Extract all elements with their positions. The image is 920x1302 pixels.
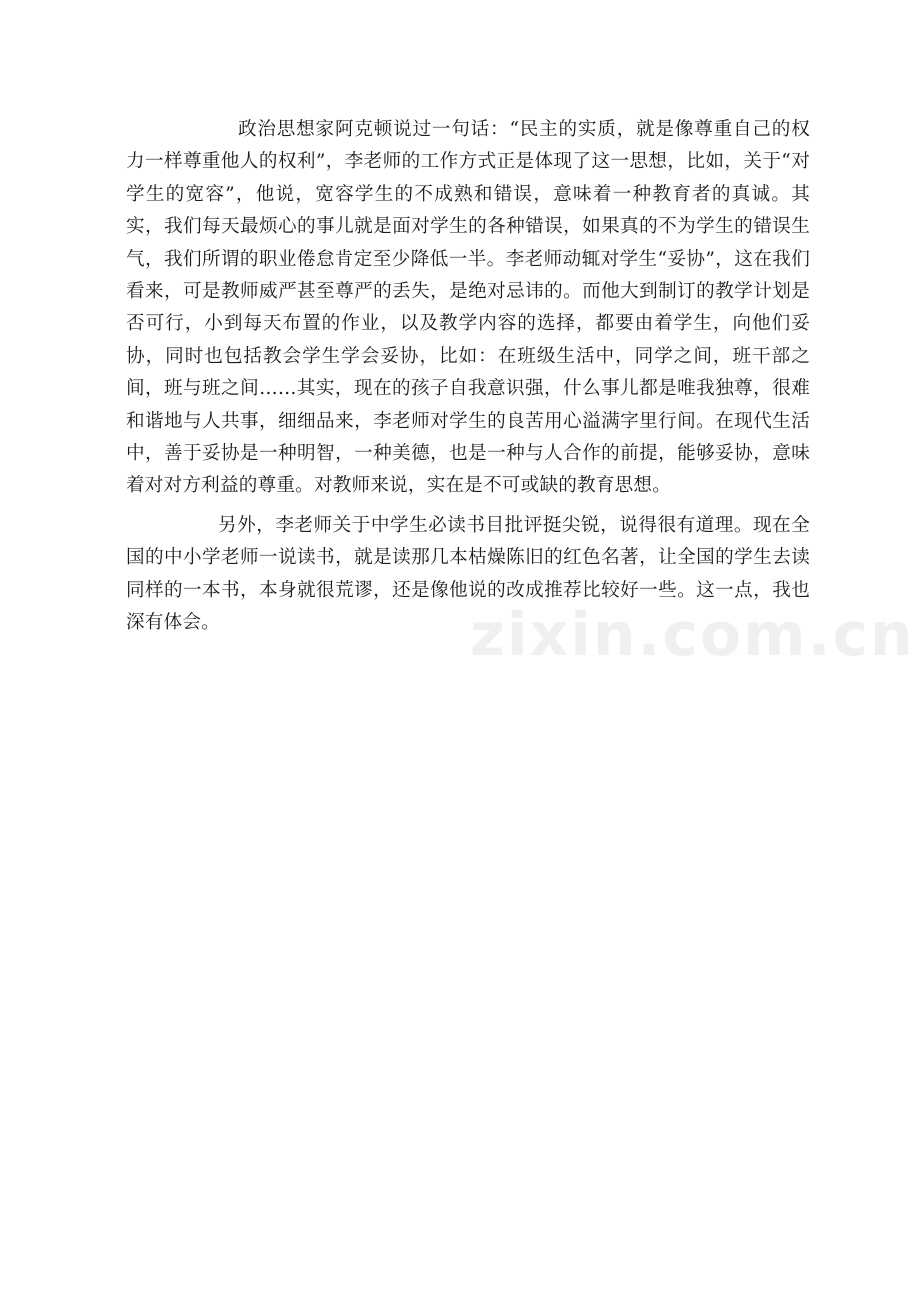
watermark: zixin.com.cn <box>470 600 915 670</box>
paragraph-1: 政治思想家阿克顿说过一句话：“民主的实质，就是像尊重自己的权力一样尊重他人的权利”，李老师的工作方式正是体现了这一思想，比如，关于“对学生的宽容”，他说，宽容学生的不成熟和错误，意味着一种教育者的真诚。其实，我们每天最烦心的事儿就是面对学生的各种错误，如果真的不为学生的错误生气，我们所谓的职业倦怠肯定至少降低一半。李老师动辄对学生“妥协”，这在我们看来，可是教师威严甚至尊严的丢失，是绝对忌讳的。而他大到制订的教学计划是否可行，小到每天布置的作业，以及教学内容的选择，都要由着学生，向他们妥协，同时也包括教会学生学会妥协，比如：在班级生活中，同学之间，班干部之间，班与班之间……其实，现在的孩子自我意识强，什么事儿都是唯我独尊，很难和谐地与人共事，细细品来，李老师对学生的良苦用心溢满字里行间。在现代生活中，善于妥协是一种明智，一种美德，也是一种与人合作的前提，能够妥协，意味着对对方利益的尊重。对教师来说，实在是不可或缺的教育思想。 <box>126 119 810 497</box>
paragraph-2: 另外，李老师关于中学生必读书目批评挺尖锐，说得很有道理。现在全国的中小学老师一说读书，就是读那几本枯燥陈旧的红色名著，让全国的学生去读同样的一本书，本身就很荒谬，还是像他说的改成推荐比较好一些。这一点，我也深有体会。 <box>126 514 810 634</box>
document-body <box>126 114 810 640</box>
